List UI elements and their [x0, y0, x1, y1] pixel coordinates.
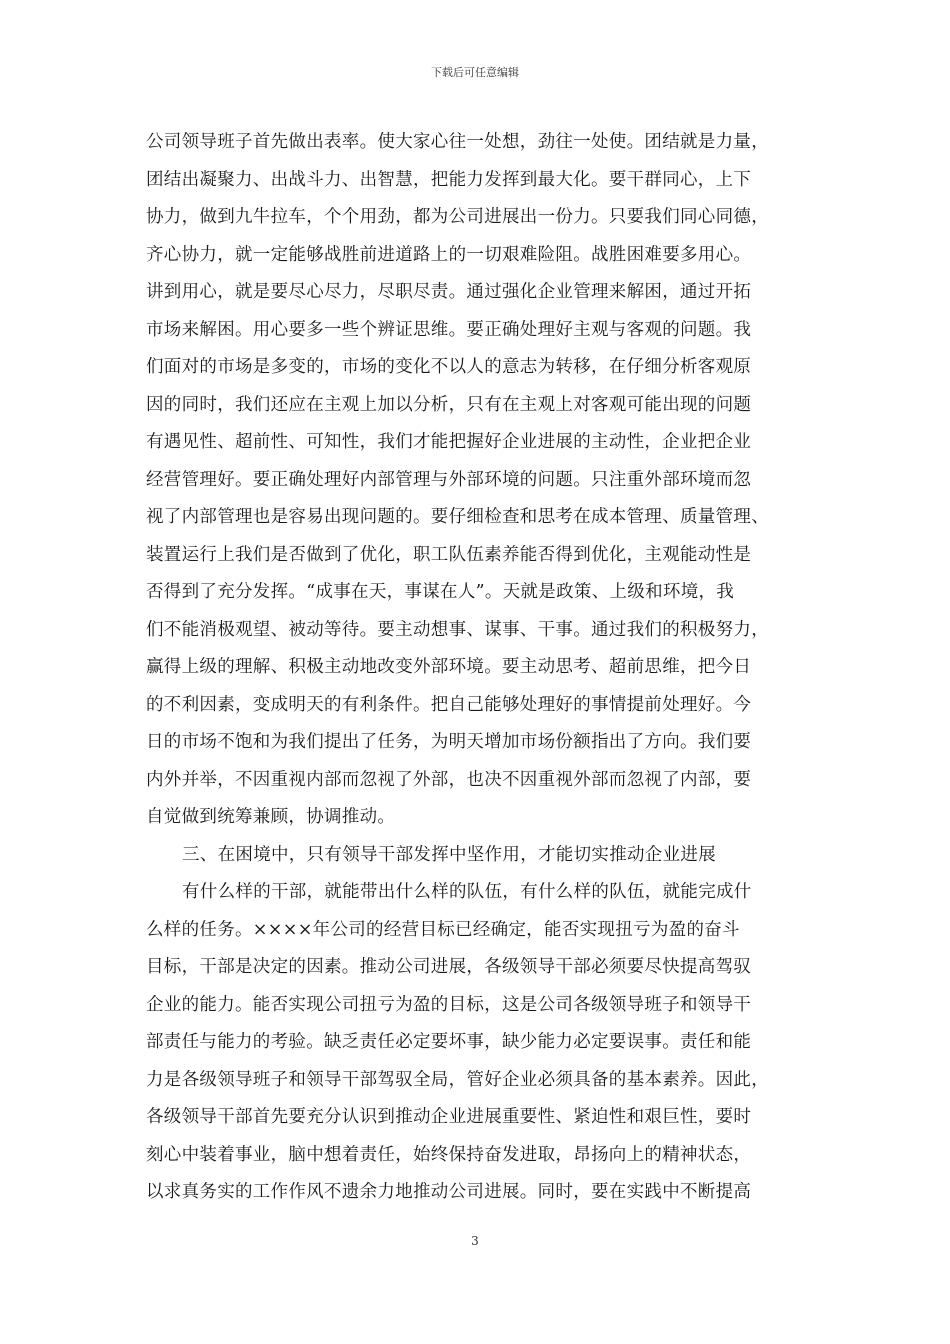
text-line: 有遇见性、超前性、可知性，我们才能把握好企业进展的主动性，企业把企业	[146, 432, 752, 452]
page-number: 3	[471, 1234, 479, 1248]
text-line: 经营管理好。要正确处理好内部管理与外部环境的问题。只注重外部环境而忽	[146, 469, 752, 490]
text-line: 团结出凝聚力、出战斗力、出智慧，把能力发挥到最大化。要干群同心，上下	[146, 169, 752, 190]
text-line: 企业的能力。能否实现公司扭亏为盈的目标，这是公司各级领导班子和领导干	[146, 994, 752, 1015]
text-line: 装置运行上我们是否做到了优化，职工队伍素养能否得到优化，主观能动性是	[146, 544, 752, 565]
text-line: 的不利因素，变成明天的有利条件。把自己能够处理好的事情提前处理好。今	[146, 694, 752, 715]
text-line: 协力，做到九牛拉车，个个用劲，都为公司进展出一份力。只要我们同心同德，	[146, 207, 769, 227]
text-line: 讲到用心，就是要尽心尽力，尽职尽责。通过强化企业管理来解困，通过开拓	[146, 282, 752, 302]
page-header: 下载后可任意编辑	[431, 66, 519, 79]
text-line: 公司领导班子首先做出表率。使大家心往一处想，劲往一处使。团结就是力量，	[146, 132, 769, 152]
text-line: 内外并举，不因重视内部而忽视了外部，也决不因重视外部而忽视了内部，要	[146, 769, 752, 790]
text-line: 们不能消极观望、被动等待。要主动想事、谋事、干事。通过我们的积极努力，	[146, 619, 769, 640]
text-line: 有什么样的干部，就能带出什么样的队伍，有什么样的队伍，就能完成什	[182, 882, 752, 902]
text-line: 市场来解困。用心要多一些个辨证思维。要正确处理好主观与客观的问题。我	[146, 319, 752, 340]
text-line: 齐心协力，就一定能够战胜前进道路上的一切艰难险阻。战胜困难要多用心。	[146, 244, 752, 265]
text-line: 赢得上级的理解、积极主动地改变外部环境。要主动思考、超前思维，把今日	[146, 657, 752, 677]
section-heading: 三、在困境中，只有领导干部发挥中坚作用，才能切实推动企业进展	[182, 844, 716, 865]
text-line: 自觉做到统筹兼顾，协调推动。	[146, 807, 396, 827]
text-line: 部责任与能力的考验。缺乏责任必定要坏事，缺少能力必定要误事。责任和能	[146, 1032, 752, 1052]
text-line: 以求真务实的工作作风不遗余力地推动公司进展。同时，要在实践中不断提高	[146, 1182, 752, 1202]
text-line: 否得到了充分发挥。“成事在天，事谋在人”。天就是政策、上级和环境，我	[146, 582, 735, 602]
text-line: 日的市场不饱和为我们提出了任务，为明天增加市场份额指出了方向。我们要	[146, 732, 752, 752]
text-line: 么样的任务。××××年公司的经营目标已经确定，能否实现扭亏为盈的奋斗	[146, 919, 740, 940]
text-line: 目标，干部是决定的因素。推动公司进展，各级领导干部必须要尽快提高驾驭	[146, 957, 752, 977]
text-line: 力是各级领导班子和领导干部驾驭全局，管好企业必须具备的基本素养。因此，	[146, 1069, 769, 1090]
body-text	[146, 124, 820, 1212]
text-line: 视了内部管理也是容易出现问题的。要仔细检查和思考在成本管理、质量管理、	[146, 507, 769, 527]
text-line: 因的同时，我们还应在主观上加以分析，只有在主观上对客观可能出现的问题	[146, 394, 752, 415]
text-line: 各级领导干部首先要充分认识到推动企业进展重要性、紧迫性和艰巨性，要时	[146, 1107, 752, 1127]
text-line: 刻心中装着事业，脑中想着责任，始终保持奋发进取，昂扬向上的精神状态，	[146, 1144, 752, 1165]
text-line: 们面对的市场是多变的，市场的变化不以人的意志为转移，在仔细分析客观原	[146, 357, 752, 377]
